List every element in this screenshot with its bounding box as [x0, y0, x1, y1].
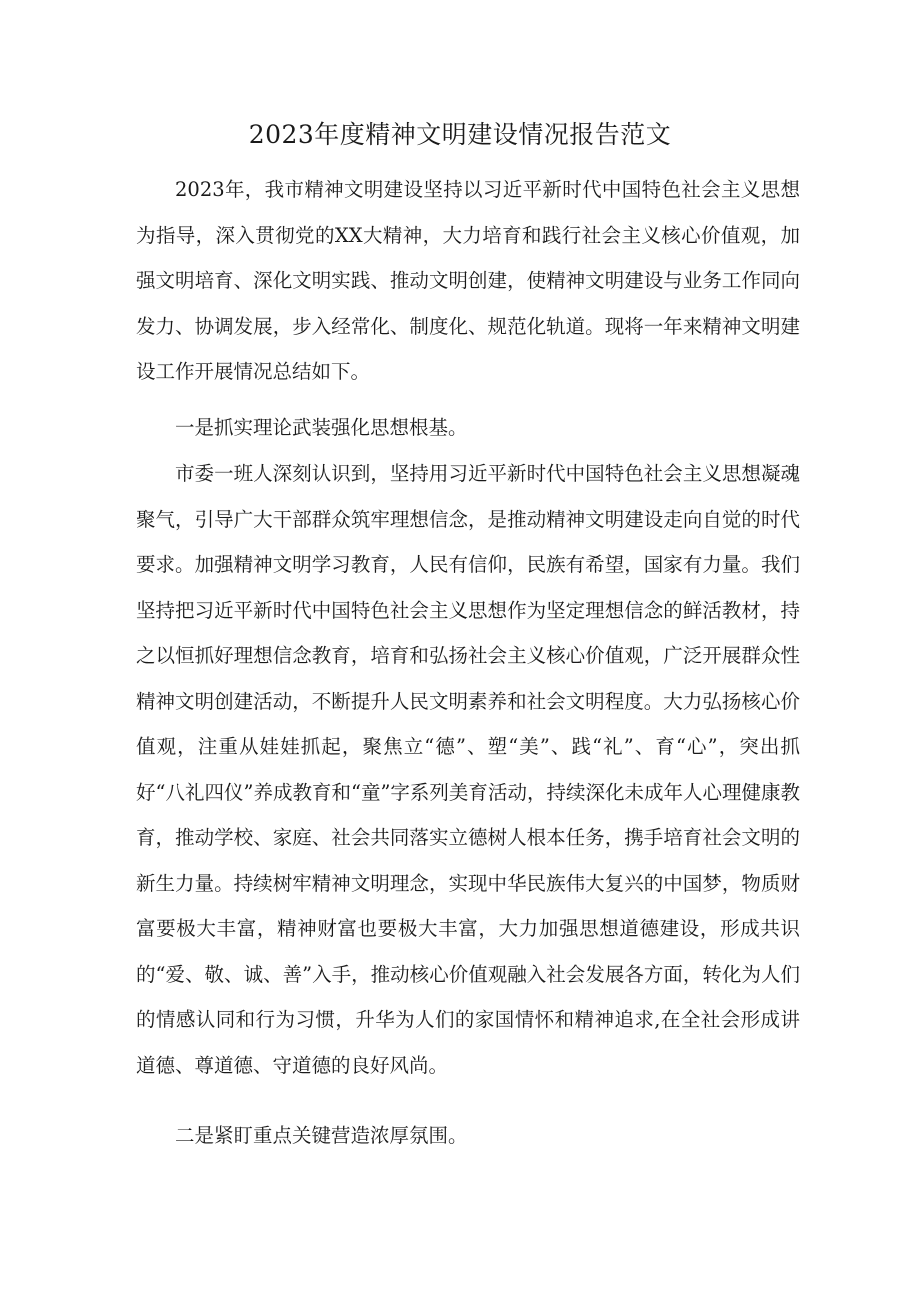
section-heading-2: 二是紧盯重点关键营造浓厚氛围。	[175, 1124, 468, 1147]
document-title: 2023年度精神文明建设情况报告范文	[248, 120, 672, 149]
section-heading-1: 一是抓实理论武装强化思想根基。	[175, 416, 468, 439]
intro-paragraph: 2023年，我市精神文明建设坚持以习近平新时代中国特色社会主义思想为指导，深入贯彻党的XX大精神，大力培育和践行社会主义核心价值观，加强文明培育、深化文明实践、推动文明创建，使精神文明建设与业务工作同向发力、协调发展，步入经常化、制度化、规范化轨道。现将一年来精神文明建设工作开展情况总结如下。	[136, 178, 800, 383]
body-paragraph: 市委一班人深刻认识到，坚持用习近平新时代中国特色社会主义思想凝魂聚气，引导广大干部群众筑牢理想信念，是推动精神文明建设走向自觉的时代要求。加强精神文明学习教育，人民有信仰，民族有希望，国家有力量。我们坚持把习近平新时代中国特色社会主义思想作为坚定理想信念的鲜活教材，持之以恒抓好理想信念教育，培育和弘扬社会主义核心价值观，广泛开展群众性精神文明创建活动，不断提升人民文明素养和社会文明程度。大力弘扬核心价值观，注重从娃娃抓起，聚焦立“德”、塑“美”、践“礼”、育“心”，突出抓好“八礼四仪”养成教育和“童”字系列美育活动，持续深化未成年人心理健康教育，推动学校、家庭、社会共同落实立德树人根本任务，携手培育社会文明的新生力量。持续树牢精神文明理念，实现中华民族伟大复兴的中国梦，物质财富要极大丰富，精神财富也要极大丰富，大力加强思想道德建设，形成共识的“爱、敬、诚、善”入手，推动核心价值观融入社会发展各方面，转化为人们的情感认同和行为习惯，升华为人们的家国情怀和精神追求,在全社会形成讲道德、尊道德、守道德的良好风尚。	[136, 462, 800, 1077]
